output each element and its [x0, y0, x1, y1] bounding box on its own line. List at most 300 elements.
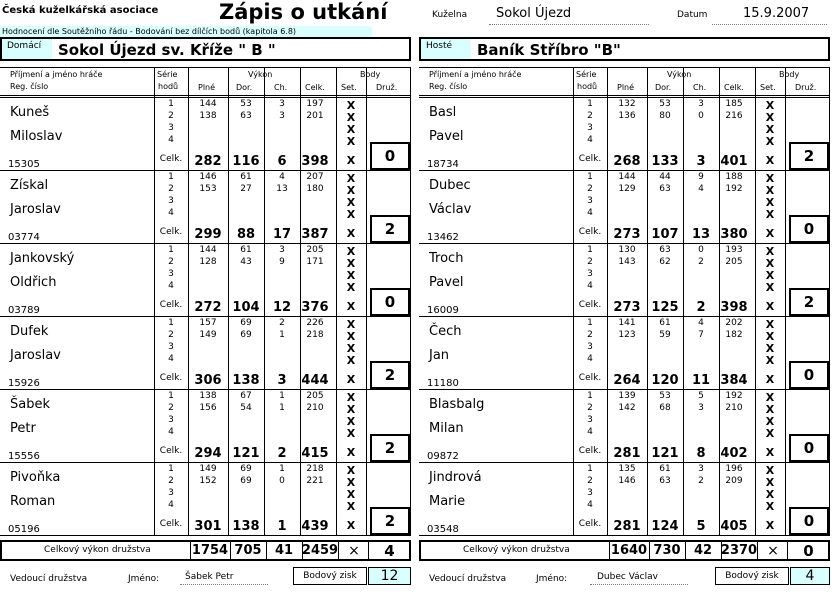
away-grid-line [755, 67, 756, 536]
away-player-points: 0 [789, 434, 829, 462]
away-sum-row [419, 227, 830, 243]
home-player-firstname: Jaroslav [10, 202, 61, 217]
away-serie-number: 3 [587, 196, 593, 206]
home-player-reg: 03774 [8, 232, 40, 243]
home-serie-number: 3 [168, 269, 174, 279]
away-serie-number: 2 [587, 184, 593, 194]
home-team-name: Sokol Újezd sv. Kříže " B " [58, 41, 276, 59]
away-set-x-mark: X [765, 281, 775, 294]
home-total-label: Celkový výkon družstva [44, 545, 151, 555]
away-serie-dor: 53 [659, 99, 671, 109]
away-total-divider [685, 542, 686, 559]
away-serie-row [419, 257, 830, 269]
away-serie-plne: 142 [618, 403, 636, 413]
home-bodovy-zisk: 12 [368, 567, 411, 585]
away-set-x-mark: X [765, 172, 775, 185]
away-total-label: Celkový výkon družstva [463, 545, 570, 555]
away-serie-col-label: Série [576, 70, 597, 79]
home-sum-dor: 88 [236, 227, 256, 242]
home-set-x-mark: X [346, 464, 356, 477]
home-serie-col-label: Série [157, 70, 178, 79]
away-sum-label: Celk. [578, 300, 602, 310]
away-set-x-mark: X [765, 391, 775, 404]
away-player-firstname: Pavel [429, 275, 464, 290]
home-player-reg: 15926 [8, 378, 40, 389]
away-serie-plne: 143 [618, 257, 636, 267]
home-serie-number: 1 [168, 464, 174, 474]
away-serie-number: 4 [587, 500, 593, 510]
home-serie-row [0, 476, 411, 488]
home-serie-dor: 69 [240, 464, 252, 474]
away-serie-number: 1 [587, 245, 593, 255]
away-serie-celk: 210 [725, 403, 743, 413]
away-serie-row [419, 208, 830, 220]
home-serie-number: 3 [168, 488, 174, 498]
away-serie-number: 3 [587, 415, 593, 425]
away-serie-row [419, 427, 830, 439]
away-serie-row [419, 196, 830, 208]
home-set-x-mark: X [346, 476, 356, 489]
home-sum-label: Celk. [159, 373, 183, 383]
away-serie-plne: 136 [618, 111, 636, 121]
away-grid-line [683, 67, 684, 536]
home-set-x-mark: X [346, 391, 356, 404]
home-player-firstname: Petr [10, 421, 36, 436]
away-player-reg: 03548 [427, 524, 459, 535]
away-player-firstname: Marie [429, 494, 466, 509]
away-player-surname: Jindrová [429, 470, 482, 485]
home-total-divider [302, 542, 303, 559]
home-serie-number: 4 [168, 281, 174, 291]
home-serie-dor: 63 [240, 111, 252, 121]
home-serie-row [0, 391, 411, 403]
away-sum-plne: 281 [613, 519, 641, 534]
away-sum-dor: 107 [651, 227, 679, 242]
away-sum-plne: 264 [613, 373, 641, 388]
away-set-x-mark: X [765, 196, 775, 209]
home-total-ch: 41 [274, 543, 294, 558]
home-serie-number: 1 [168, 99, 174, 109]
home-serie-row [0, 111, 411, 123]
home-sum-label: Celk. [159, 300, 183, 310]
away-serie-row [419, 330, 830, 342]
away-sum-dor: 133 [651, 154, 679, 169]
home-hodu-col-label: hodů [158, 82, 179, 91]
away-jmeno-label: Jméno: [536, 574, 568, 584]
away-sum-label: Celk. [578, 519, 602, 529]
away-player-surname: Basl [429, 105, 457, 120]
home-serie-number: 2 [168, 257, 174, 267]
home-set-x-mark: X [346, 318, 356, 331]
away-set-x-mark: X [765, 500, 775, 513]
away-serie-celk: 185 [725, 99, 743, 109]
home-total-divider [338, 542, 339, 559]
away-total-celk: 2370 [720, 543, 758, 558]
home-serie-number: 3 [168, 123, 174, 133]
away-serie-plne: 146 [618, 476, 636, 486]
home-sum-celk: 376 [301, 300, 329, 315]
home-druz-col-label: Druž. [376, 83, 398, 92]
home-sum-row [0, 446, 411, 462]
home-serie-number: 2 [168, 403, 174, 413]
away-serie-row [419, 403, 830, 415]
away-serie-celk: 182 [725, 330, 743, 340]
away-sum-row [419, 373, 830, 389]
away-ch-col-label: Ch. [693, 83, 707, 92]
away-grid-line [573, 67, 574, 536]
home-serie-ch: 0 [279, 476, 285, 486]
away-player-surname: Čech [429, 324, 462, 339]
home-serie-plne: 157 [199, 318, 217, 328]
home-jmeno-label: Jméno: [128, 574, 160, 584]
home-body-col-label: Body [360, 70, 381, 79]
home-sum-label: Celk. [159, 227, 183, 237]
home-serie-row [0, 99, 411, 111]
home-serie-row [0, 269, 411, 281]
home-set-x-mark: X [346, 245, 356, 258]
home-sum-row [0, 519, 411, 535]
home-grid-line [336, 67, 337, 536]
home-sum-row [0, 154, 411, 170]
home-set-x-mark: X [346, 269, 356, 282]
away-grid-line [607, 67, 608, 536]
home-team [0, 0, 411, 597]
away-grid-line [785, 67, 786, 536]
home-sum-celk: 444 [301, 373, 329, 388]
away-set-x-mark: X [765, 342, 775, 355]
home-set-x-mark: X [346, 446, 356, 459]
home-serie-plne: 146 [199, 172, 217, 182]
away-serie-row [419, 391, 830, 403]
away-sum-celk: 380 [720, 227, 748, 242]
home-set-x-mark: X [346, 300, 356, 313]
datum-label: Datum [677, 10, 708, 20]
home-grid-line [154, 67, 155, 536]
home-serie-dor: 69 [240, 476, 252, 486]
away-serie-ch: 2 [698, 476, 704, 486]
home-serie-ch: 1 [279, 391, 285, 401]
away-serie-number: 1 [587, 464, 593, 474]
home-serie-ch: 3 [279, 245, 285, 255]
away-serie-celk: 192 [725, 391, 743, 401]
home-player-col-label: Příjmení a jméno hráče [10, 70, 103, 79]
home-serie-dor: 61 [240, 245, 252, 255]
home-total-celk: 2459 [301, 543, 339, 558]
home-serie-celk: 197 [306, 99, 324, 109]
home-serie-celk: 205 [306, 245, 324, 255]
away-sum-label: Celk. [578, 227, 602, 237]
away-serie-row [419, 172, 830, 184]
home-leader-name: Šabek Petr [185, 572, 234, 582]
kuzelna-label: Kuželna [432, 10, 468, 20]
home-player-reg: 15556 [8, 451, 40, 462]
home-serie-plne: 149 [199, 330, 217, 340]
home-set-x-mark: X [346, 154, 356, 167]
home-serie-celk: 201 [306, 111, 324, 121]
home-set-x-mark: X [346, 281, 356, 294]
away-serie-plne: 129 [618, 184, 636, 194]
home-grid-line [300, 67, 301, 536]
away-leader-label: Vedoucí družstva [429, 574, 507, 584]
away-serie-celk: 193 [725, 245, 743, 255]
home-sum-ch: 3 [277, 373, 287, 388]
away-dor-col-label: Dor. [655, 83, 672, 92]
away-bodovy-label: Bodový zisk [715, 567, 789, 585]
home-serie-number: 1 [168, 318, 174, 328]
home-vykon-col-label: Výkon [248, 70, 273, 79]
home-serie-ch: 3 [279, 99, 285, 109]
home-serie-number: 2 [168, 111, 174, 121]
away-druz-col-label: Druž. [795, 83, 817, 92]
away-serie-number: 2 [587, 257, 593, 267]
away-grid-line [829, 67, 830, 536]
away-player-points: 0 [789, 361, 829, 389]
home-serie-number: 3 [168, 415, 174, 425]
away-serie-number: 4 [587, 354, 593, 364]
home-total-dor: 705 [234, 543, 262, 558]
home-serie-celk: 171 [306, 257, 324, 267]
home-sum-label: Celk. [159, 446, 183, 456]
away-sum-dor: 125 [651, 300, 679, 315]
home-serie-row [0, 427, 411, 439]
home-sum-ch: 12 [272, 300, 292, 315]
home-set-x-mark: X [346, 172, 356, 185]
away-serie-dor: 63 [659, 184, 671, 194]
home-player-reg: 15305 [8, 159, 40, 170]
home-player-reg: 05196 [8, 524, 40, 535]
away-team [419, 0, 830, 597]
away-serie-celk: 202 [725, 318, 743, 328]
home-player-firstname: Oldřich [10, 275, 57, 290]
home-sum-dor: 138 [232, 519, 260, 534]
home-serie-row [0, 488, 411, 500]
home-serie-dor: 69 [240, 330, 252, 340]
away-leader-underline [590, 584, 688, 585]
away-bodovy-zisk: 4 [790, 567, 830, 585]
away-serie-number: 4 [587, 208, 593, 218]
away-serie-row [419, 269, 830, 281]
away-body-col-label: Body [779, 70, 800, 79]
away-serie-row [419, 476, 830, 488]
home-serie-number: 4 [168, 500, 174, 510]
home-player-points: 2 [370, 507, 410, 535]
away-sum-dor: 120 [651, 373, 679, 388]
home-player-block [0, 243, 411, 316]
away-sum-ch: 2 [696, 300, 706, 315]
away-set-x-mark: X [765, 300, 775, 313]
home-set-x-mark: X [346, 488, 356, 501]
away-player-points: 2 [789, 142, 829, 170]
away-player-block [419, 462, 830, 535]
away-serie-dor: 59 [659, 330, 671, 340]
rules-note: Hodnocení dle Soutěžního řádu - Bodování bez dílčích bodů (kapitola 6.8) [0, 26, 372, 37]
home-grid-line [228, 67, 229, 536]
away-serie-plne: 130 [618, 245, 636, 255]
away-total-x: × [767, 543, 779, 559]
away-sum-dor: 124 [651, 519, 679, 534]
home-serie-ch: 13 [276, 184, 288, 194]
home-serie-number: 1 [168, 391, 174, 401]
away-serie-ch: 4 [698, 184, 704, 194]
away-player-firstname: Jan [429, 348, 450, 363]
away-player-reg: 09872 [427, 451, 459, 462]
home-serie-row [0, 354, 411, 366]
home-serie-row [0, 208, 411, 220]
away-serie-celk: 196 [725, 464, 743, 474]
home-serie-ch: 2 [279, 318, 285, 328]
home-side-label: Domácí [2, 39, 52, 59]
home-sum-ch: 1 [277, 519, 287, 534]
home-sum-ch: 2 [277, 446, 287, 461]
home-serie-row [0, 196, 411, 208]
away-total-plne: 1640 [610, 543, 648, 558]
home-grid-line [366, 67, 367, 536]
away-player-surname: Dubec [429, 178, 471, 193]
away-set-x-mark: X [765, 318, 775, 331]
home-serie-number: 1 [168, 245, 174, 255]
home-set-x-mark: X [346, 500, 356, 513]
home-player-points: 0 [370, 142, 410, 170]
home-player-block [0, 462, 411, 535]
away-serie-ch: 5 [698, 391, 704, 401]
home-player-surname: Získal [10, 178, 49, 193]
away-leader-name: Dubec Václav [597, 572, 658, 582]
away-grid-bottom [419, 535, 830, 536]
away-serie-ch: 2 [698, 257, 704, 267]
away-player-reg: 18734 [427, 159, 459, 170]
away-serie-ch: 3 [698, 464, 704, 474]
away-sum-celk: 402 [720, 446, 748, 461]
away-player-reg: 16009 [427, 305, 459, 316]
home-sum-plne: 299 [194, 227, 222, 242]
away-sum-ch: 8 [696, 446, 706, 461]
home-player-surname: Pivoňka [10, 470, 61, 485]
away-player-reg: 11180 [427, 378, 459, 389]
home-serie-plne: 138 [199, 111, 217, 121]
home-leader-underline [180, 584, 268, 585]
away-serie-number: 3 [587, 488, 593, 498]
away-serie-celk: 188 [725, 172, 743, 182]
away-serie-dor: 80 [659, 111, 671, 121]
away-sum-ch: 11 [691, 373, 711, 388]
away-serie-number: 2 [587, 476, 593, 486]
home-serie-plne: 128 [199, 257, 217, 267]
home-serie-row [0, 123, 411, 135]
home-set-x-mark: X [346, 227, 356, 240]
home-plne-col-label: Plné [198, 83, 216, 92]
home-serie-row [0, 342, 411, 354]
home-set-x-mark: X [346, 427, 356, 440]
away-serie-number: 1 [587, 172, 593, 182]
away-player-reg: 13462 [427, 232, 459, 243]
home-serie-number: 3 [168, 196, 174, 206]
away-serie-number: 1 [587, 318, 593, 328]
away-serie-row [419, 464, 830, 476]
home-sum-label: Celk. [159, 519, 183, 529]
home-serie-row [0, 500, 411, 512]
away-serie-ch: 3 [698, 403, 704, 413]
away-grid-line [647, 67, 648, 536]
home-grid-line [264, 67, 265, 536]
home-serie-dor: 43 [240, 257, 252, 267]
home-player-surname: Dufek [10, 324, 49, 339]
home-player-points: 0 [370, 288, 410, 316]
away-player-block [419, 170, 830, 243]
away-plne-col-label: Plné [617, 83, 635, 92]
away-set-x-mark: X [765, 227, 775, 240]
home-serie-dor: 69 [240, 318, 252, 328]
away-serie-number: 3 [587, 269, 593, 279]
home-bodovy-label: Bodový zisk [293, 567, 367, 585]
home-set-x-mark: X [346, 342, 356, 355]
away-sum-celk: 401 [720, 154, 748, 169]
away-side-label: Hosté [421, 39, 471, 59]
away-serie-plne: 139 [618, 391, 636, 401]
away-total-ch: 42 [693, 543, 713, 558]
home-ch-col-label: Ch. [274, 83, 288, 92]
home-sum-dor: 138 [232, 373, 260, 388]
home-serie-row [0, 172, 411, 184]
home-serie-row [0, 281, 411, 293]
association-name: Česká kuželkářská asociace [2, 5, 159, 16]
home-set-x-mark: X [346, 354, 356, 367]
home-sum-label: Celk. [159, 154, 183, 164]
away-total-row [419, 540, 830, 561]
away-serie-number: 1 [587, 391, 593, 401]
away-serie-dor: 61 [659, 318, 671, 328]
home-serie-celk: 205 [306, 391, 324, 401]
home-leader-label: Vedoucí družstva [10, 574, 88, 584]
home-serie-dor: 67 [240, 391, 252, 401]
home-set-x-mark: X [346, 373, 356, 386]
home-serie-row [0, 318, 411, 330]
home-player-block [0, 316, 411, 389]
home-sum-plne: 301 [194, 519, 222, 534]
home-serie-number: 2 [168, 184, 174, 194]
home-set-x-mark: X [346, 196, 356, 209]
away-serie-row [419, 342, 830, 354]
home-set-x-mark: X [346, 519, 356, 532]
home-sum-plne: 272 [194, 300, 222, 315]
away-serie-celk: 205 [725, 257, 743, 267]
home-serie-plne: 149 [199, 464, 217, 474]
home-serie-ch: 1 [279, 464, 285, 474]
away-player-surname: Blasbalg [429, 397, 485, 412]
home-grid-bottom [0, 535, 411, 536]
away-set-x-mark: X [765, 330, 775, 343]
away-player-points: 0 [789, 215, 829, 243]
home-serie-ch: 1 [279, 330, 285, 340]
away-set-x-mark: X [765, 257, 775, 270]
home-serie-row [0, 245, 411, 257]
away-player-col-label: Příjmení a jméno hráče [429, 70, 522, 79]
home-sum-ch: 17 [272, 227, 292, 242]
home-player-reg: 03789 [8, 305, 40, 316]
home-serie-row [0, 415, 411, 427]
away-serie-plne: 123 [618, 330, 636, 340]
home-serie-row [0, 184, 411, 196]
home-sum-dor: 104 [232, 300, 260, 315]
home-set-x-mark: X [346, 257, 356, 270]
home-serie-plne: 152 [199, 476, 217, 486]
away-serie-ch: 0 [698, 111, 704, 121]
home-serie-ch: 3 [279, 111, 285, 121]
away-serie-dor: 44 [659, 172, 671, 182]
away-total-body: 0 [803, 542, 814, 560]
away-serie-ch: 0 [698, 245, 704, 255]
home-grid-line [410, 67, 411, 536]
away-sum-plne: 273 [613, 227, 641, 242]
